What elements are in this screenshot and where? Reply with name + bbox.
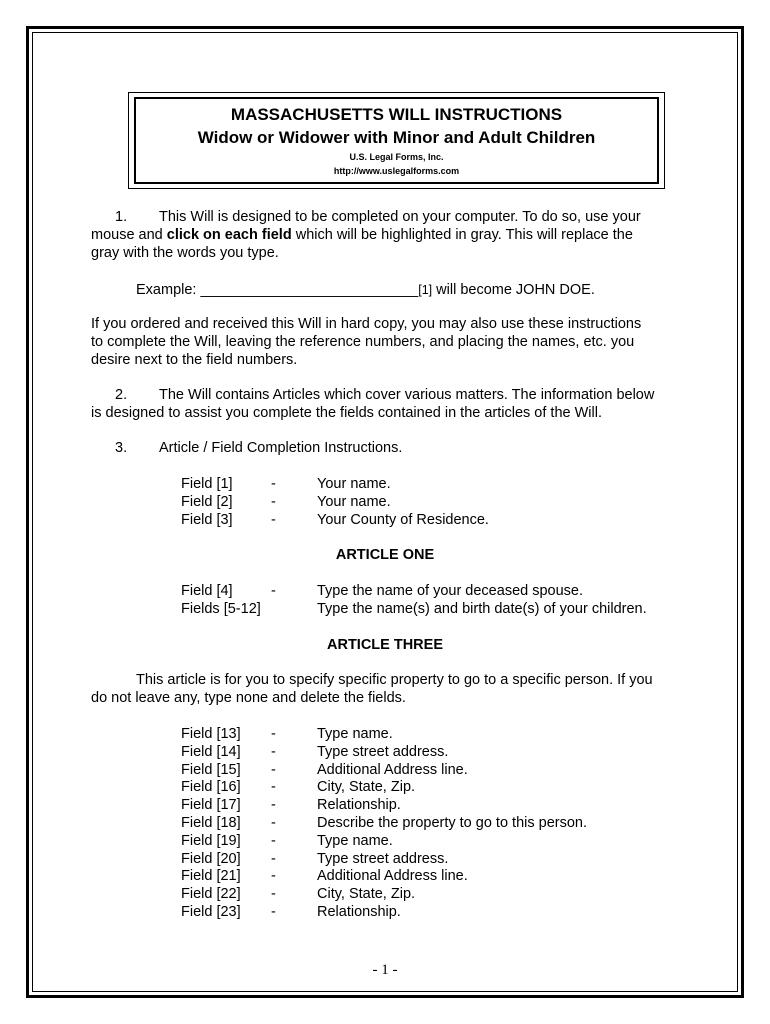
example-line [136,281,595,299]
para2-line2: is designed to assist you complete the fields contained in the articles of the Will. [91,405,602,421]
field-desc: Your County of Residence. [317,512,489,528]
field-desc: Type street address. [317,743,449,760]
field-label: Field [1] [181,476,233,492]
field-label: Field [19] [181,832,241,849]
field-dash: - [271,512,276,528]
para1-line2-bold: click on each field [166,227,292,243]
example-label: Example: [136,282,201,298]
field-desc: City, State, Zip. [317,779,416,796]
para1-line2-post: which will be highlighted in gray. This will replace the [291,227,633,243]
field-label: Field [13] [181,726,241,742]
article-three-heading: ARTICLE THREE [327,637,443,653]
company-name: U.S. Legal Forms, Inc. [349,152,444,162]
field-dash: - [271,815,276,831]
field-desc: City, State, Zip. [317,886,416,903]
field-label: Field [23] [181,904,241,920]
field-label: Field [4] [181,583,233,599]
hardcopy-line2: to complete the Will, leaving the reference numbers, and placing the names, etc. you [91,334,635,350]
field-dash: - [271,743,276,760]
para2-line1: The Will contains Articles which cover various matters. The information below [159,387,655,403]
field-desc: Relationship. [317,904,401,920]
field-label: Field [14] [181,743,241,760]
hardcopy-line3: desire next to the field numbers. [91,352,298,368]
field-dash: - [271,583,276,599]
field-desc: Type the name of your deceased spouse. [317,583,584,599]
para1-line3: gray with the words you type. [91,245,279,261]
example-ref: [1] [418,283,433,297]
field-desc: Your name. [317,476,391,492]
field-dash: - [271,904,276,920]
field-label: Field [16] [181,779,241,796]
field-label: Field [3] [181,512,233,528]
field-dash: - [271,850,276,867]
field-dash: - [271,726,276,742]
field-label: Field [2] [181,494,233,510]
field-desc: Type the name(s) and birth date(s) of your children. [317,601,647,617]
field-desc: Type name. [317,832,393,849]
field-desc: Additional Address line. [317,868,468,885]
field-label: Field [15] [181,761,241,778]
field-dash: - [271,868,276,885]
field-dash: - [271,494,276,510]
para1-line2 [91,226,633,244]
field-label: Field [22] [181,886,241,903]
field-label: Field [21] [181,868,241,885]
article-three-line1: This article is for you to specify specific property to go to a specific person. If you [136,672,653,688]
page-number: - 1 - [372,962,398,978]
hardcopy-line1: If you ordered and received this Will in hard copy, you may also use these instructions [91,316,642,332]
field-dash: - [271,797,276,814]
para3-text: Article / Field Completion Instructions. [159,440,403,456]
para1-line1: This Will is designed to be completed on your computer. To do so, use your [159,209,641,225]
field-label: Fields [5-12] [181,601,261,617]
field-dash: - [271,476,276,492]
field-desc: Type name. [317,726,393,742]
field-dash: - [271,779,276,796]
field-dash: - [271,832,276,849]
field-label: Field [17] [181,797,241,814]
field-dash: - [271,761,276,778]
example-result: will become JOHN DOE. [432,282,595,298]
field-dash: - [271,886,276,903]
field-desc: Additional Address line. [317,761,468,778]
para3-number: 3. [115,440,128,456]
para2-number: 2. [115,387,128,403]
field-desc: Relationship. [317,797,401,814]
field-label: Field [20] [181,850,241,867]
document-subtitle: Widow or Widower with Minor and Adult Children [197,128,596,147]
field-desc: Your name. [317,494,391,510]
article-one-heading: ARTICLE ONE [335,547,435,563]
article-three-line2: do not leave any, type none and delete the fields. [91,690,406,706]
para1-number: 1. [115,209,128,225]
field-desc: Type street address. [317,850,449,867]
field-label: Field [18] [181,815,241,831]
example-blank: ___________________________ [200,282,419,298]
document-title: MASSACHUSETTS WILL INSTRUCTIONS [230,105,563,124]
field-desc: Describe the property to go to this person. [317,815,588,831]
para1-line2-pre: mouse and [91,227,167,243]
company-url[interactable]: http://www.uslegalforms.com [333,166,460,176]
